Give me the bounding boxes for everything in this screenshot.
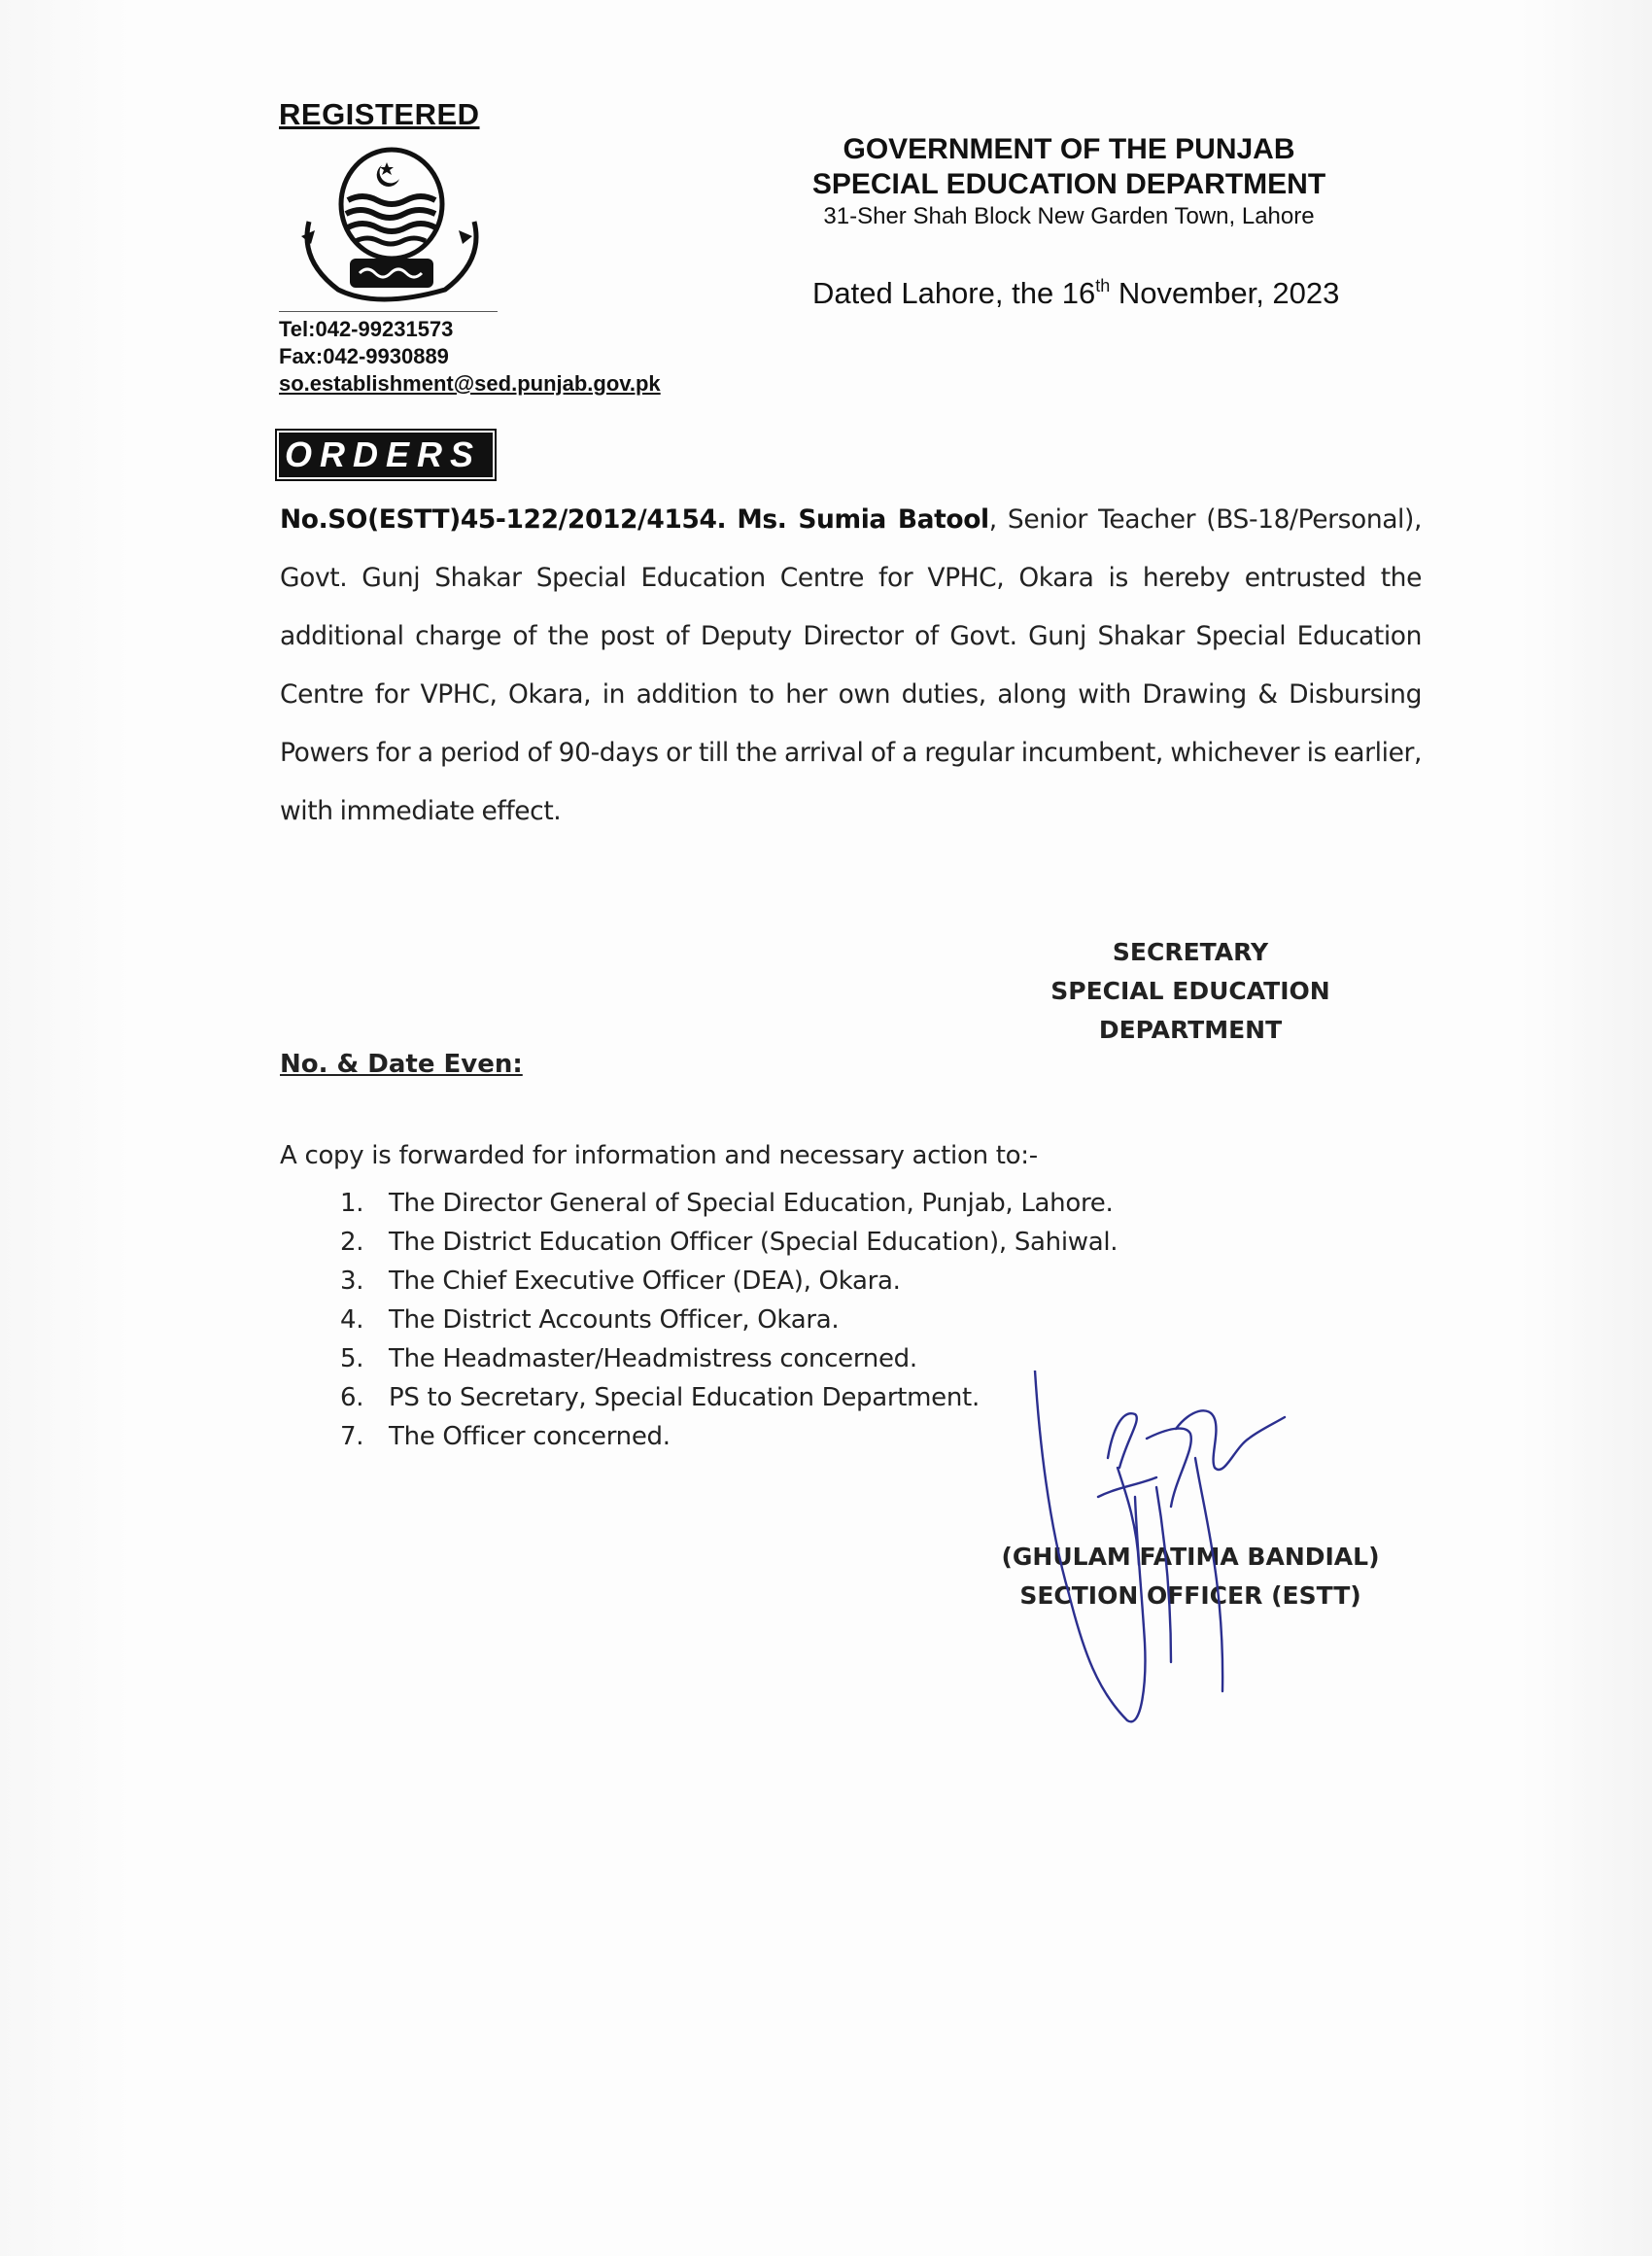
orders-title: ORDERS <box>279 433 493 477</box>
list-item <box>340 1262 1118 1301</box>
secretary-line3: DEPARTMENT <box>1098 1016 1283 1044</box>
letterhead-rule <box>279 311 498 312</box>
no-date-heading: No. & Date Even: <box>280 1050 523 1079</box>
order-reference: No.SO(ESTT)45-122/2012/4154. <box>280 504 727 535</box>
list-text: The District Education Officer (Special Education), Sahiwal. <box>389 1228 1119 1257</box>
handwritten-signature-icon <box>1030 1371 1302 1740</box>
list-text: The District Accounts Officer, Okara. <box>389 1305 840 1335</box>
list-item <box>340 1223 1118 1262</box>
list-number: 6. <box>340 1383 364 1412</box>
employee-name: Ms. Sumia Batool <box>737 504 989 535</box>
list-text: The Officer concerned. <box>389 1422 671 1451</box>
date-prefix: Dated Lahore, the 16 <box>812 276 1096 310</box>
list-item <box>340 1184 1118 1223</box>
list-item <box>340 1301 1118 1339</box>
list-text: The Headmaster/Headmistress concerned. <box>389 1344 917 1373</box>
order-body <box>280 491 1422 841</box>
date-ordinal: th <box>1095 276 1111 295</box>
fax-number: Fax:042-9930889 <box>279 344 449 368</box>
list-item <box>340 1378 1118 1417</box>
secretary-block <box>1030 933 1351 1050</box>
date-rest: November, 2023 <box>1110 276 1340 310</box>
contact-block <box>279 316 661 398</box>
list-text: The Director General of Special Education, Punjab, Lahore. <box>389 1189 1114 1218</box>
secretary-line1: SECRETARY <box>1112 938 1269 966</box>
government-header <box>797 132 1341 231</box>
email-address[interactable]: so.establishment@sed.punjab.gov.pk <box>279 371 661 396</box>
punjab-government-emblem-icon <box>290 144 494 309</box>
secretary-line2: SPECIAL EDUCATION <box>1050 977 1330 1005</box>
officer-name: (GHULAM FATIMA BANDIAL) <box>1001 1543 1380 1571</box>
order-text: , Senior Teacher (BS-18/Personal), Govt. Gunj Shakar Special Education Centre for VPHC, Okara is hereby entrusted the additional charge of the post of Deputy Director of Govt. Gunj Shakar Special Education Centre for VPHC, Okara, in addition to her own duties, along with Drawing & Disbursing Powers for a period of 90-days or till the arrival of a regular incumbent, whichever is earlier, with immediate effect. <box>280 504 1422 826</box>
list-number: 1. <box>340 1189 364 1218</box>
department-title: SPECIAL EDUCATION DEPARTMENT <box>811 168 1326 200</box>
government-title: GOVERNMENT OF THE PUNJAB <box>843 133 1295 165</box>
list-text: PS to Secretary, Special Education Department. <box>389 1383 980 1412</box>
list-text: The Chief Executive Officer (DEA), Okara. <box>389 1267 901 1296</box>
list-number: 5. <box>340 1344 364 1373</box>
copy-list <box>340 1184 1118 1456</box>
copy-intro: A copy is forwarded for information and necessary action to:- <box>280 1141 1038 1170</box>
registered-label: REGISTERED <box>279 97 480 131</box>
list-number: 4. <box>340 1305 364 1335</box>
date-line <box>812 276 1339 311</box>
telephone-number: Tel:042-99231573 <box>279 317 454 341</box>
officer-designation: SECTION OFFICER (ESTT) <box>1019 1581 1361 1610</box>
list-number: 7. <box>340 1422 364 1451</box>
list-number: 3. <box>340 1267 364 1296</box>
list-number: 2. <box>340 1228 364 1257</box>
list-item <box>340 1339 1118 1378</box>
list-item <box>340 1417 1118 1456</box>
department-address: 31-Sher Shah Block New Garden Town, Lahore <box>823 203 1315 229</box>
